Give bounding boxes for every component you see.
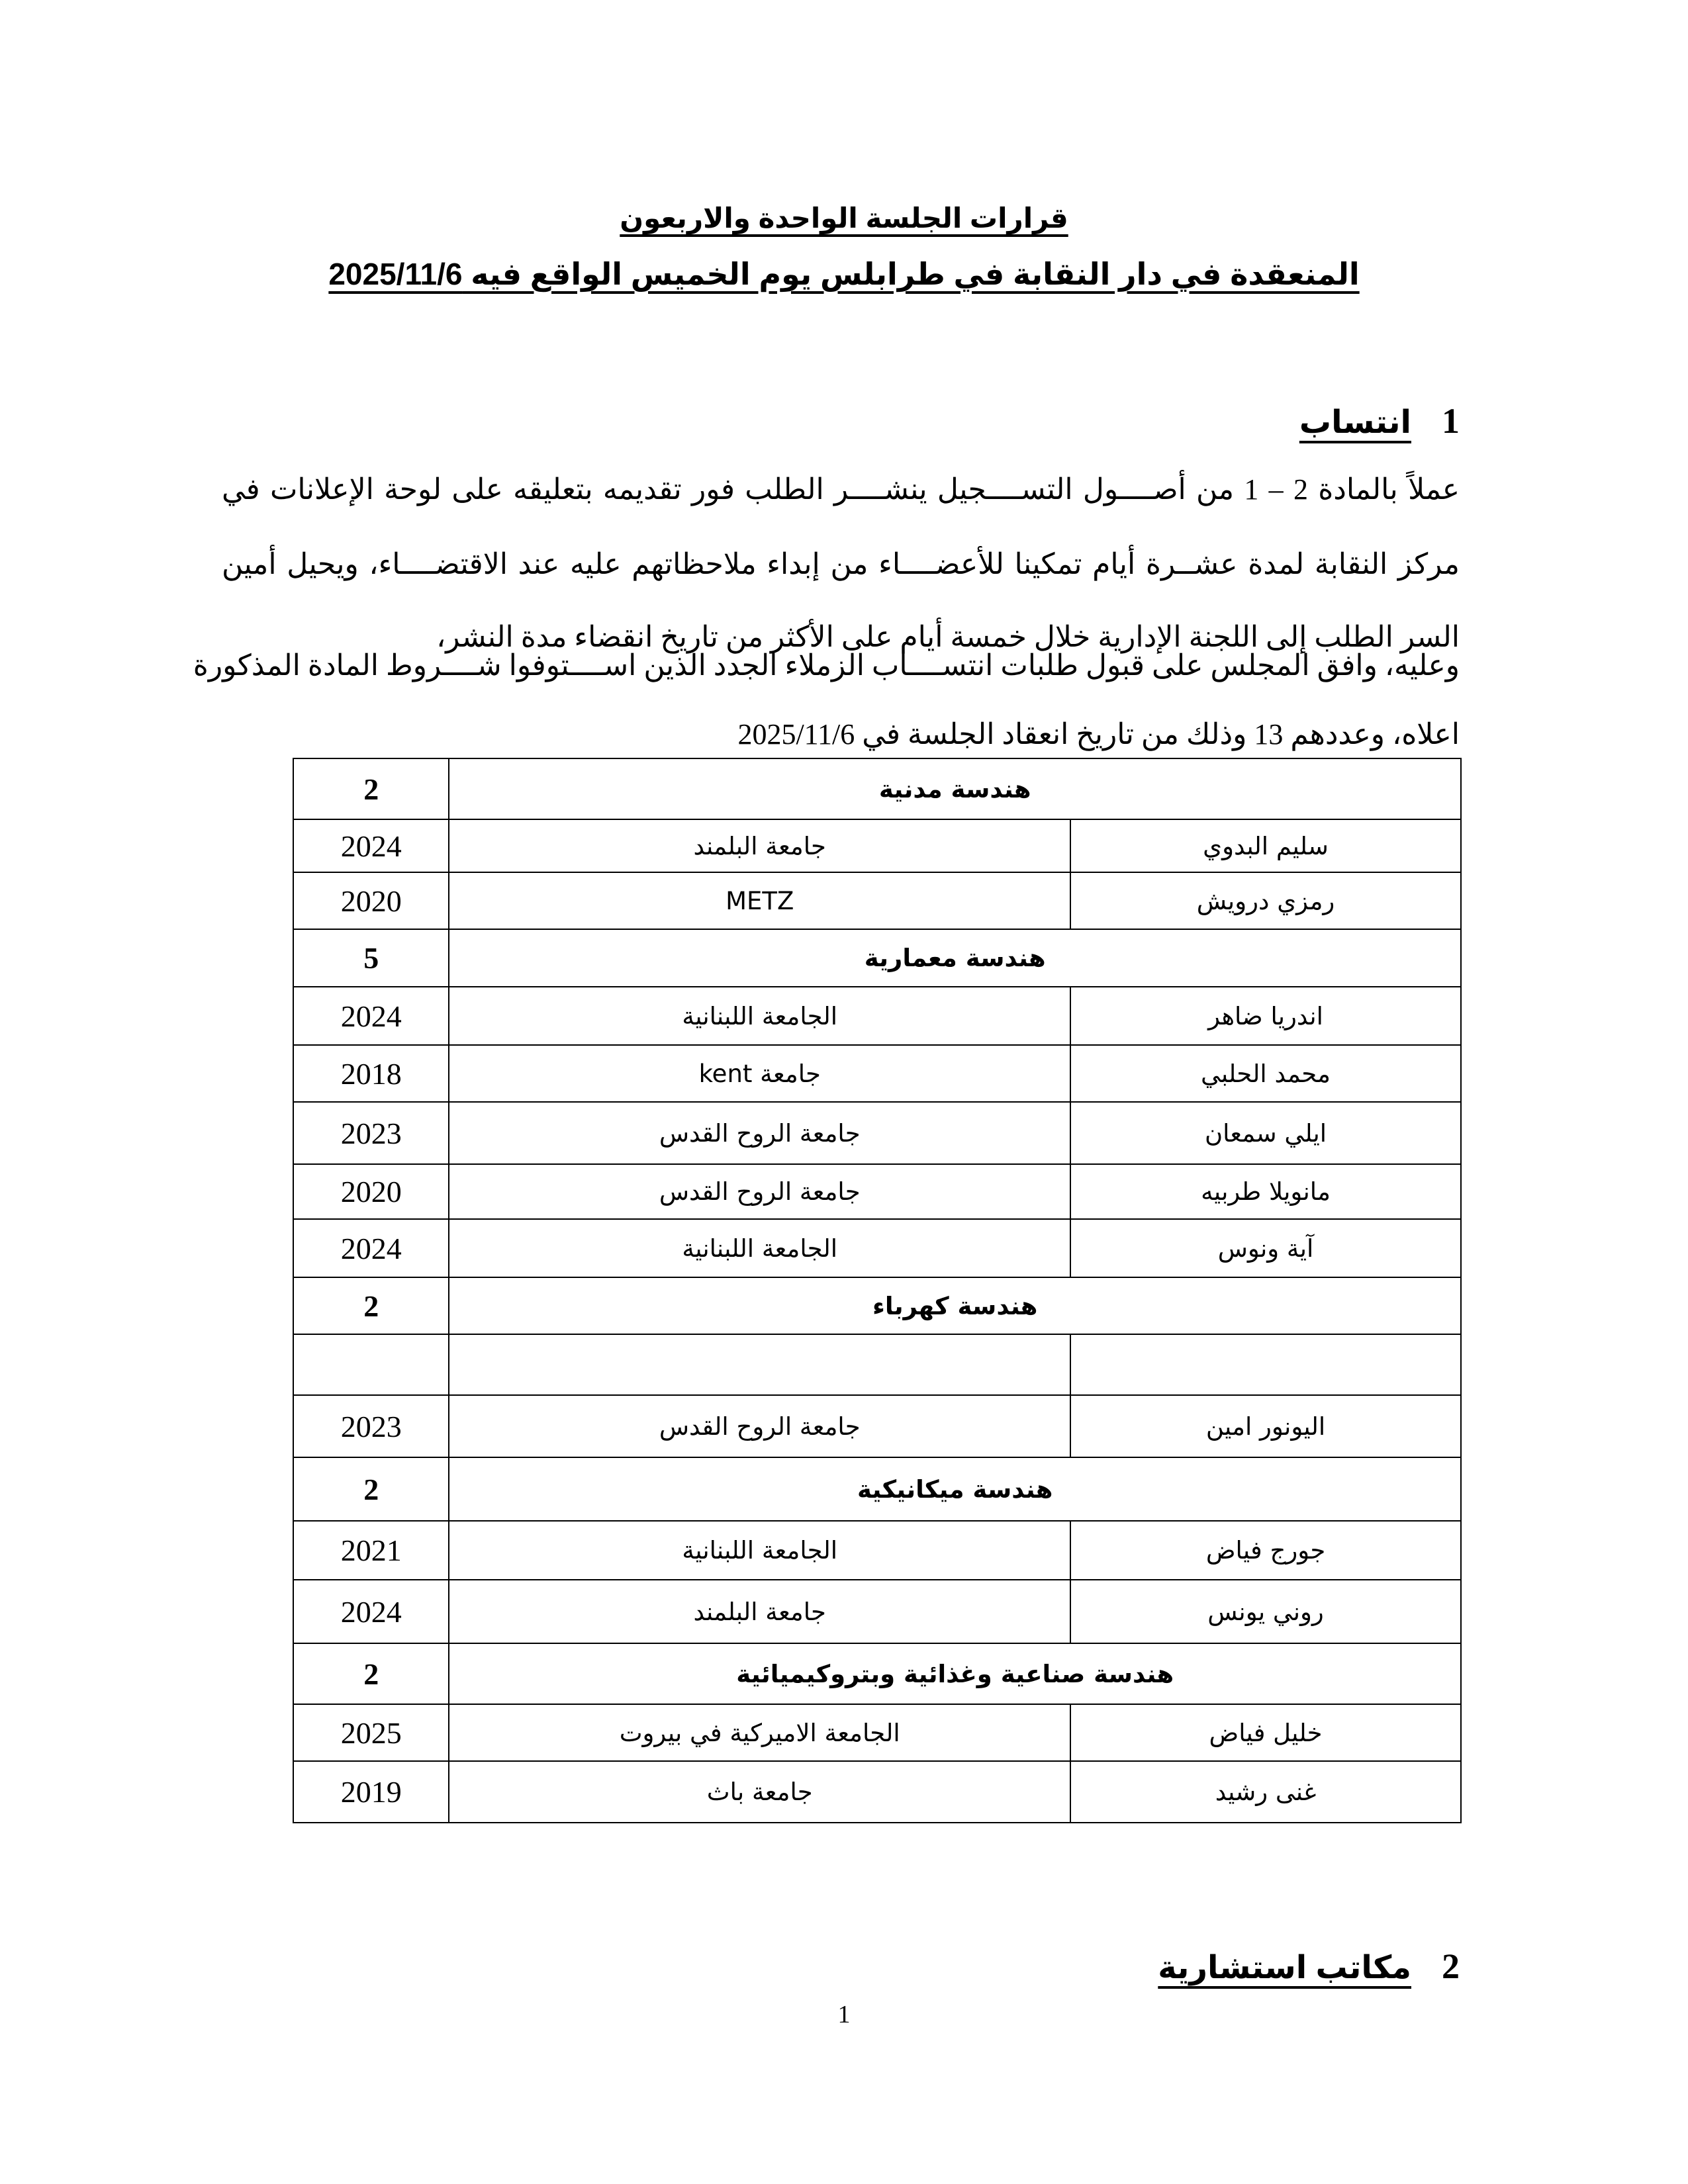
- category-count: 2: [293, 1643, 449, 1704]
- member-year: 2023: [293, 1102, 449, 1164]
- table-row: [293, 819, 1461, 872]
- member-name: جورج فياض: [1070, 1521, 1461, 1580]
- table-row: [293, 1164, 1461, 1219]
- table-row: [293, 1334, 1461, 1395]
- table-row: [293, 1521, 1461, 1580]
- section-label: مكاتب استشارية: [1158, 1950, 1411, 1985]
- member-year: 2020: [293, 872, 449, 929]
- member-university: جامعة البلمند: [449, 819, 1070, 872]
- member-name: مانويلا طربيه: [1070, 1164, 1461, 1219]
- category-row: [293, 1277, 1461, 1334]
- member-year: 2019: [293, 1761, 449, 1823]
- member-name: آية ونوس: [1070, 1219, 1461, 1277]
- paragraph-line: اعلاه، وعددهم 13 وذلك من تاريخ انعقاد الجلسة في 2025/11/6: [737, 718, 1460, 751]
- member-year: 2020: [293, 1164, 449, 1219]
- table-row: [293, 987, 1461, 1045]
- category-name: هندسة صناعية وغذائية وبتروكيميائية: [449, 1643, 1461, 1704]
- member-name: رمزي درويش: [1070, 872, 1461, 929]
- section-heading-membership: [1299, 400, 1460, 441]
- member-university: الجامعة الاميركية في بيروت: [449, 1704, 1070, 1761]
- section-number: 2: [1442, 1946, 1460, 1986]
- member-university: الجامعة اللبنانية: [449, 1521, 1070, 1580]
- member-year: 2024: [293, 1219, 449, 1277]
- member-year: [293, 1334, 449, 1395]
- member-name: خليل فياض: [1070, 1704, 1461, 1761]
- member-name: سليم البدوي: [1070, 819, 1461, 872]
- table-row: [293, 872, 1461, 929]
- member-year: 2024: [293, 819, 449, 872]
- member-university: جامعة باث: [449, 1761, 1070, 1823]
- page-title: قرارات الجلسة الواحدة والاربعون: [620, 203, 1068, 234]
- category-count: 2: [293, 758, 449, 819]
- member-name: اندريا ضاهر: [1070, 987, 1461, 1045]
- section-heading-consulting-offices: [1158, 1946, 1460, 1987]
- page-subtitle: المنعقدة في دار النقابة في طرابلس يوم الخميس الواقع فيه 2025/11/6: [328, 257, 1360, 291]
- category-row: [293, 1457, 1461, 1521]
- category-row: [293, 1643, 1461, 1704]
- member-university: [449, 1334, 1070, 1395]
- paragraph-line: السر الطلب إلى اللجنة الإدارية خلال خمسة أيام على الأكثر من تاريخ انقضاء مدة النشر،: [436, 621, 1460, 653]
- table-row: [293, 1045, 1461, 1102]
- category-count: 2: [293, 1457, 449, 1521]
- member-year: 2024: [293, 1580, 449, 1643]
- category-count: 2: [293, 1277, 449, 1334]
- member-year: 2024: [293, 987, 449, 1045]
- member-university: جامعة kent: [449, 1045, 1070, 1102]
- member-year: 2025: [293, 1704, 449, 1761]
- table-row: [293, 1704, 1461, 1761]
- member-university: جامعة الروح القدس: [449, 1102, 1070, 1164]
- table-row: [293, 1102, 1461, 1164]
- member-university: الجامعة اللبنانية: [449, 1219, 1070, 1277]
- section-number: 1: [1442, 401, 1460, 441]
- category-row: [293, 929, 1461, 987]
- table-row: [293, 1761, 1461, 1823]
- member-year: 2018: [293, 1045, 449, 1102]
- page-number: 1: [837, 2001, 851, 2028]
- registrations-table: [293, 758, 1462, 1823]
- member-year: 2021: [293, 1521, 449, 1580]
- category-name: هندسة معمارية: [449, 929, 1461, 987]
- category-count: 5: [293, 929, 449, 987]
- member-university: جامعة الروح القدس: [449, 1164, 1070, 1219]
- category-row: [293, 758, 1461, 819]
- category-name: هندسة كهرباء: [449, 1277, 1461, 1334]
- category-name: هندسة مدنية: [449, 758, 1461, 819]
- table-row: [293, 1395, 1461, 1457]
- member-name: ايلي سمعان: [1070, 1102, 1461, 1164]
- paragraph-line: وعليه، وافق المجلس على قبول طلبات انتســــاب الزملاء الجدد الذين اســــتوفوا شــــروط المادة المذكورة: [193, 649, 1460, 682]
- paragraph-line: عملاً بالمادة 2 – 1 من أصــــول التســــجيل ينشــــر الطلب فور تقديمه بتعليقه على لوحة الإعلانات في: [222, 473, 1460, 506]
- member-name: محمد الحلبي: [1070, 1045, 1461, 1102]
- member-name: روني يونس: [1070, 1580, 1461, 1643]
- member-university: METZ: [449, 872, 1070, 929]
- table-row: [293, 1219, 1461, 1277]
- member-university: جامعة الروح القدس: [449, 1395, 1070, 1457]
- paragraph-line: مركز النقابة لمدة عشــرة أيام تمكينا للأعضــــاء من إبداء ملاحظاتهم عليه عند الاقتضــــاء، ويحيل أمين: [222, 548, 1460, 580]
- member-name: غنى رشيد: [1070, 1761, 1461, 1823]
- member-year: 2023: [293, 1395, 449, 1457]
- table-row: [293, 1580, 1461, 1643]
- member-name: [1070, 1334, 1461, 1395]
- member-university: جامعة البلمند: [449, 1580, 1070, 1643]
- category-name: هندسة ميكانيكية: [449, 1457, 1461, 1521]
- member-name: اليونور امين: [1070, 1395, 1461, 1457]
- member-university: الجامعة اللبنانية: [449, 987, 1070, 1045]
- section-label: انتساب: [1299, 405, 1411, 440]
